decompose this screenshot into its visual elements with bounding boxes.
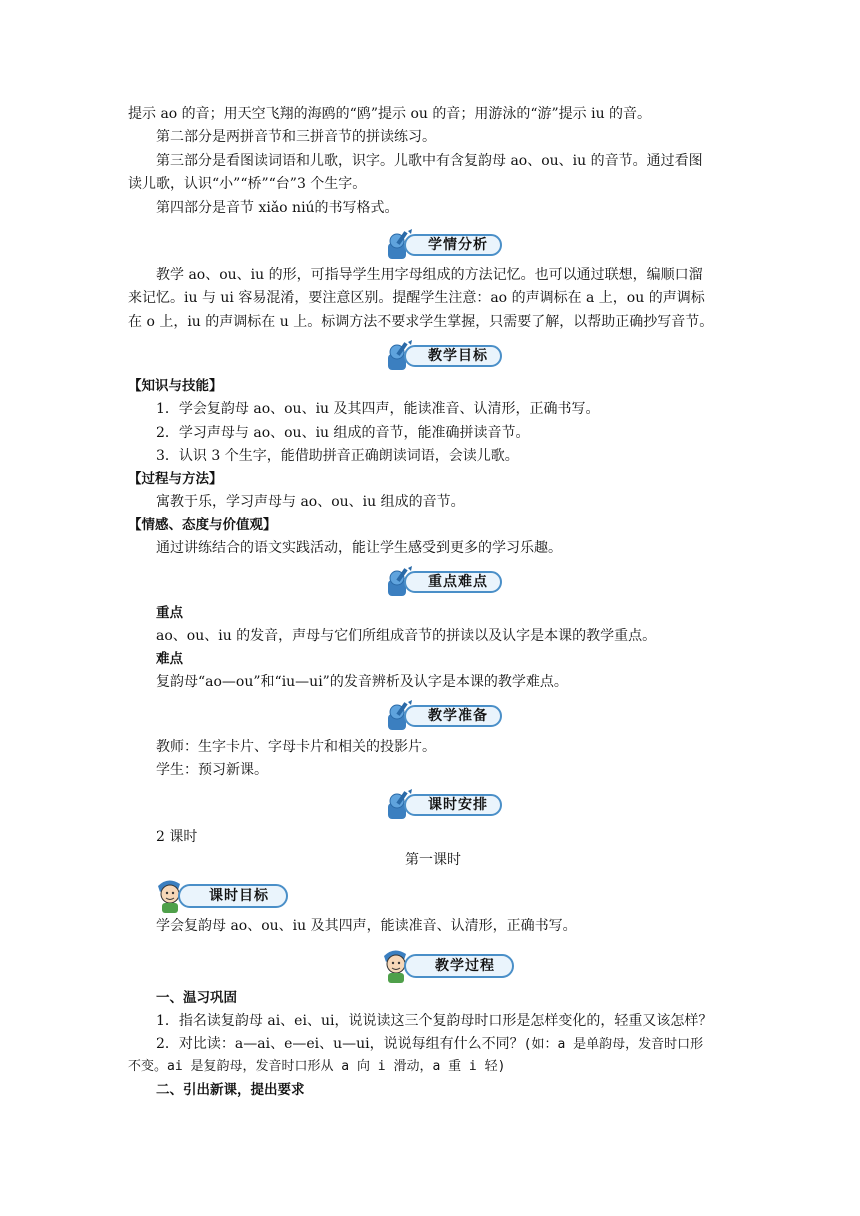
paragraph-line: 第三部分是看图读词语和儿歌，识字。儿歌中有含复韵母 ao、ou、iu 的音节。通过看图 bbox=[156, 153, 703, 169]
section-heading-zhunbei bbox=[382, 700, 504, 730]
list-item: 寓教于乐，学习声母与 ao、ou、iu 组成的音节。 bbox=[156, 494, 465, 510]
list-item: 1．学会复韵母 ao、ou、iu 及其四声，能读准音、认清形，正确书写。 bbox=[156, 401, 600, 417]
paragraph-text: 2．对比读：a—ai、e—ei、u—ui，说说每组有什么不同？ bbox=[156, 1036, 524, 1052]
subheading: 重点 bbox=[156, 605, 183, 621]
subheading: 一、温习巩固 bbox=[156, 990, 237, 1006]
list-item: 通过讲练结合的语文实践活动，能让学生感受到更多的学习乐趣。 bbox=[156, 540, 562, 556]
section-heading-zhongdian bbox=[382, 566, 504, 596]
paragraph-line: 复韵母“ao—ou”和“iu—ui”的发音辨析及认字是本课的教学难点。 bbox=[156, 674, 568, 690]
paragraph-line: 第二部分是两拼音节和三拼音节的拼读练习。 bbox=[156, 129, 436, 145]
paragraph-line bbox=[156, 1034, 738, 1055]
section-heading-label: 课时目标 bbox=[209, 888, 269, 904]
paragraph-line: 不变。ai 是复韵母，发音时口形从 a 向 i 滑动，a 重 i 轻) bbox=[128, 1059, 506, 1074]
list-item: 3．认识 3 个生字，能借助拼音正确朗读词语，会读儿歌。 bbox=[156, 448, 519, 464]
paragraph-line: 学会复韵母 ao、ou、iu 及其四声，能读准音、认清形，正确书写。 bbox=[156, 918, 577, 934]
paragraph-line: 教学 ao、ou、iu 的形，可指导学生用字母组成的方法记忆。也可以通过联想，编顺口溜 bbox=[156, 267, 703, 283]
paragraph-line: 在 o 上，iu 的声调标在 u 上。标调方法不要求学生掌握，只需要了解，以帮助正确抄写音节。 bbox=[128, 314, 714, 330]
paragraph-line: 1．指名读复韵母 ai、ei、ui，说说读这三个复韵母时口形是怎样变化的，轻重又该怎样？ bbox=[156, 1013, 713, 1029]
section-heading-label: 教学准备 bbox=[428, 708, 488, 724]
section-heading-label: 学情分析 bbox=[428, 237, 488, 253]
paragraph-line: 2 课时 bbox=[156, 829, 198, 845]
paragraph-line: 第四部分是音节 xiǎo niú的书写格式。 bbox=[156, 200, 399, 216]
paragraph-line: 教师：生字卡片、字母卡片和相关的投影片。 bbox=[156, 739, 436, 755]
paragraph-line: ao、ou、iu 的发音，声母与它们所组成音节的拼读以及认字是本课的教学重点。 bbox=[156, 628, 657, 644]
subheading: 难点 bbox=[156, 651, 183, 667]
subheading: 二、引出新课，提出要求 bbox=[156, 1082, 305, 1098]
subheading: 【情感、态度与价值观】 bbox=[128, 517, 277, 533]
subheading: 【知识与技能】 bbox=[128, 378, 223, 394]
list-item: 2．学习声母与 ao、ou、iu 组成的音节，能准确拼读音节。 bbox=[156, 425, 530, 441]
paragraph-note: (如：a 是单韵母，发音时口形 bbox=[523, 1037, 704, 1052]
paragraph-line: 读儿歌，认识“小”“桥”“台”3 个生字。 bbox=[128, 176, 367, 192]
section-heading-xueqing bbox=[382, 229, 504, 259]
section-heading-label: 教学目标 bbox=[428, 348, 488, 364]
paragraph-line: 学生：预习新课。 bbox=[156, 762, 268, 778]
section-heading-keshi-mubiao bbox=[154, 876, 294, 912]
section-heading-label: 重点难点 bbox=[428, 574, 488, 590]
section-heading-anpai bbox=[382, 789, 504, 819]
section-heading-label: 教学过程 bbox=[435, 958, 495, 974]
section-heading-guocheng bbox=[380, 946, 520, 982]
paragraph-line: 提示 ao 的音；用天空飞翔的海鸥的“鸥”提示 ou 的音；用游泳的“游”提示 iu 的音。 bbox=[128, 106, 652, 122]
paragraph-line: 来记忆。iu 与 ui 容易混淆，要注意区别。提醒学生注意：ao 的声调标在 a 上，ou 的声调标 bbox=[128, 290, 705, 306]
lesson-title: 第一课时 bbox=[405, 852, 461, 868]
subheading: 【过程与方法】 bbox=[128, 471, 223, 487]
section-heading-mubiao bbox=[382, 340, 504, 370]
section-heading-label: 课时安排 bbox=[428, 797, 488, 813]
